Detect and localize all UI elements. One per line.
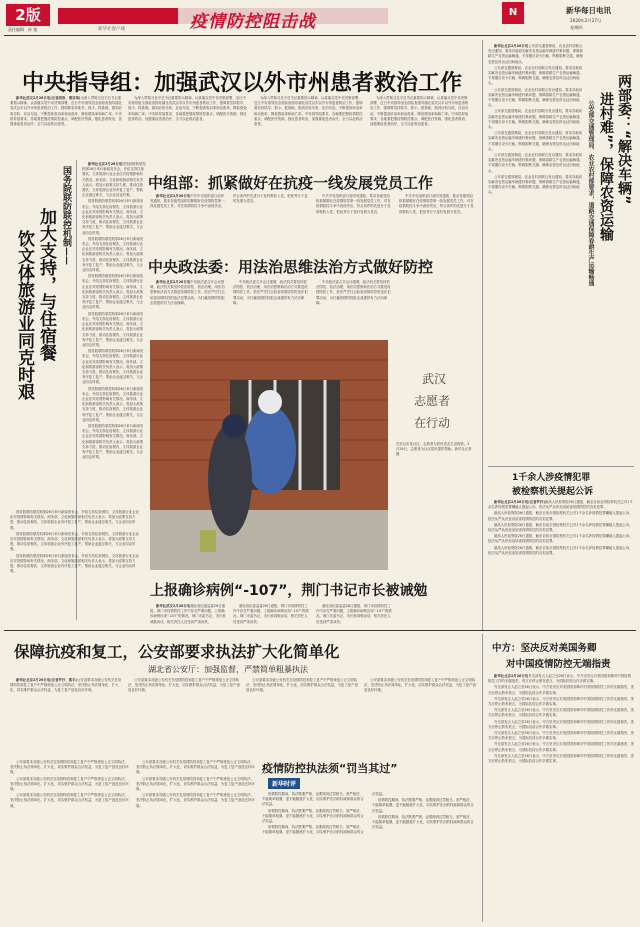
caption-title-line2: 志愿者 — [414, 394, 451, 408]
foreign-divider — [482, 634, 483, 922]
main-body-col2: 为深入贯彻习近平总书记重要指示精神，认真落实党中央决策部署，近日中央指导组全面检查指导湖北省武汉市以外市州患者救治工作，强调要坚持抓早、抓小、抓基础，做到应收尽收、应治尽治，不断提高收治率和治愈率，降低感染率和病亡率。中央指导组要求，各地要把握疫情防控重点，调配医疗资源，强化患者救治，加强重症患者治疗，全力以赴救治患者。 — [128, 96, 247, 121]
photo-caption — [392, 340, 476, 570]
left-title-line1: 加大支持，与住宿餐 — [36, 208, 56, 361]
main-dateline: 新华社武汉2月26日电(记者胡浩、傅双琪) — [16, 96, 81, 100]
banner-title: 疫情防控阻击战 — [190, 12, 316, 32]
caption-body: 在武汉市某社区，志愿者为居民送去生活物资。2月26日，志愿者为社区居民提供帮助。新华社记者摄 — [396, 442, 472, 457]
commentary-headline: 疫情防控执法须“罚当其过” — [262, 762, 398, 775]
right-title-line2: 进村难”，保障农资运输 — [598, 92, 614, 242]
paper-logo: N — [502, 2, 524, 24]
commentary-body: 疫情防控期间，执法既要严格，也要做到过罚相当、宽严相济，不能简单粗暴，更不能随意扩大化，切实维护法治的权威和群众的合法权益。 疫情防控期间，执法既要严格，也要做到过罚相当、宽严相济，不能简单粗暴，更不能随意扩大化，切实维护法治的权威和群众的合法权益。 疫情防控期间，执法既要严格，也要做到过罚相当、宽严相济，不能简单粗暴，更不能随意扩大化，切实维护法治的权威和群众的合法权益。 疫情防控期间，执法既要严格，也要做到过罚相当、宽严相济，不能简单粗暴，更不能随意扩大化，切实维护法治的权威和群众的合法权益。 疫情防控期间，执法既要严格，也要做到过罚相当、宽严相济，不能简单粗暴，更不能随意扩大化，切实维护法治的权威和群众的合法权益。 — [262, 792, 474, 835]
main-body — [10, 96, 122, 154]
issue-date: 2020年2月27日 — [570, 18, 602, 23]
main-headline: 中央指导组：加强武汉以外市州患者救治工作 — [22, 71, 463, 96]
editor-label: 责任编辑 — [8, 27, 24, 32]
right-body-a: 新华社北京2月26日电公安部交通管理局、农业农村部联合发出通知，要求各地切实解决农资运输车辆进村难问题，保障春耕生产农资运输畅通，不得擅自设卡拦截、断路阻断交通，确保农资及时运达田间地头。 公安部交通管理局、农业农村部联合发出通知，要求各地切实解决农资运输车辆进村难问题，保障春耕生产农资运输畅通，不得擅自设卡拦截、断路阻断交通，确保农资及时运达田间地头。 公安部交通管理局、农业农村部联合发出通知，要求各地切实解决农资运输车辆进村难问题，保障春耕生产农资运输畅通，不得擅自设卡拦截、断路阻断交通，确保农资及时运达田间地头。 公安部交通管理局、农业农村部联合发出通知，要求各地切实解决农资运输车辆进村难问题，保障春耕生产农资运输畅通，不得擅自设卡拦截、断路阻断交通，确保农资及时运达田间地头。 公安部交通管理局、农业农村部联合发出通知，要求各地切实解决农资运输车辆进村难问题，保障春耕生产农资运输畅通，不得擅自设卡拦截、断路阻断交通，确保农资及时运达田间地头。 公安部交通管理局、农业农村部联合发出通知，要求各地切实解决农资运输车辆进村难问题，保障春耕生产农资运输畅通，不得擅自设卡拦截、断路阻断交通，确保农资及时运达田间地头。 公安部交通管理局、农业农村部联合发出通知，要求各地切实解决农资运输车辆进村难问题，保障春耕生产农资运输畅通，不得擅自设卡拦截、断路阻断交通，确保农资及时运达田间地头。 — [488, 44, 583, 195]
right-title-line1: 两部委：“解决车辆” — [616, 74, 632, 205]
foreign-title-line1: 中方：坚决反对美国务卿 — [492, 643, 597, 654]
foreign-title-line2: 对中国疫情防控无端指责 — [506, 659, 611, 670]
crime-rule — [488, 466, 634, 467]
zhongzubu-headline: 中组部：抓紧做好在抗疫一线发展党员工作 — [148, 174, 434, 192]
masthead — [0, 0, 640, 34]
masthead-rule — [4, 35, 636, 36]
bottom-rule — [4, 630, 636, 631]
banner-background — [58, 8, 178, 24]
left-body-b: 国务院联防联控机制26日举行新闻发布会，介绍支持住宿餐饮、文体旅游行业企业应对疫情影响有关情况。商务部、文化和旅游部相关负责人表示，将加大政策支持力度，推动住宿餐饮、文体旅游企业有序复工复产，帮助企业渡过难关，与企业同克时艰。 国务院联防联控机制26日举行新闻发布会，介绍支持住宿餐饮、文体旅游行业企业应对疫情影响有关情况。商务部、文化和旅游部相关负责人表示，将加大政策支持力度，推动住宿餐饮、文体旅游企业有序复工复产，帮助企业渡过难关，与企业同克时艰。 国务院联防联控机制26日举行新闻发布会，介绍支持住宿餐饮、文体旅游行业企业应对疫情影响有关情况。商务部、文化和旅游部相关负责人表示，将加大政策支持力度，推动住宿餐饮、文体旅游企业有序复工复产，帮助企业渡过难关，与企业同克时艰。 — [10, 510, 139, 574]
bottom-body: 新华社北京2月26日电(记者罗沙、熊丰)公安部要求各级公安机关在疫情防控和复工复产中严格规范公正文明执法，坚决防止执法简单化、扩大化，切实维护群众合法权益，为复工复产创造良好环境。 公安部要求各级公安机关在疫情防控和复工复产中严格规范公正文明执法，坚决防止执法简单化、扩大化，切实维护群众合法权益，为复工复产创造良好环境。 公安部要求各级公安机关在疫情防控和复工复产中严格规范公正文明执法，坚决防止执法简单化、扩大化，切实维护群众合法权益，为复工复产创造良好环境。 公安部要求各级公安机关在疫情防控和复工复产中严格规范公正文明执法，坚决防止执法简单化、扩大化，切实维护群众合法权益，为复工复产创造良好环境。 — [10, 678, 476, 693]
left-title-line2: 饮文体旅游业同克时艰 — [14, 230, 34, 400]
editor-name: 孙 俊 — [28, 27, 38, 32]
caption-title-line3: 在行动 — [414, 416, 451, 430]
commentary-badge: 新华时评 — [268, 778, 300, 789]
issue-weekday: 星期四 — [570, 25, 583, 30]
crime-body: 新华社北京2月26日电(记者罗沙)最高人民检察院26日通报，截至目前全国检察机关已对1千余名涉疫情犯罪嫌疑人提起公诉，依法从严从快惩治妨害疫情防控的各类犯罪。 最高人民检察院26日通报，截至目前全国检察机关已对1千余名涉疫情犯罪嫌疑人提起公诉，依法从严从快惩治妨害疫情防控的各类犯罪。 最高人民检察院26日通报，截至目前全国检察机关已对1千余名涉疫情犯罪嫌疑人提起公诉，依法从严从快惩治妨害疫情防控的各类犯罪。 最高人民检察院26日通报，截至目前全国检察机关已对1千余名涉疫情犯罪嫌疑人提起公诉，依法从严从快惩治妨害疫情防控的各类犯罪。 最高人民检察院26日通报，截至目前全国检察机关已对1千余名涉疫情犯罪嫌疑人提起公诉，依法从严从快惩治妨害疫情防控的各类犯罪。 — [488, 500, 633, 555]
paper-name: 新华每日电讯 — [566, 6, 611, 15]
jingmen-body: 新华社武汉2月26日电湖北省纪委监委26日通报，荆门市疫情防控工作中存在严重问题，上报确诊病例出现“-107”的情况。荆门市委书记、市长被诫勉谈话，相关责任人员受到严肃问责。 湖北省纪委监委26日通报，荆门市疫情防控工作中存在严重问题，上报确诊病例出现“-107”的情况。荆门市委书记、市长被诫勉谈话，相关责任人员受到严肃问责。 湖北省纪委监委26日通报，荆门市疫情防控工作中存在严重问题，上报确诊病例出现“-107”的情况。荆门市委书记、市长被诫勉谈话，相关责任人员受到严肃问责。 — [150, 604, 392, 624]
left-body-a: 新华社北京2月26日电国务院联防联控机制26日举行新闻发布会，介绍支持住宿餐饮、文体旅游行业企业应对疫情影响有关情况。商务部、文化和旅游部相关负责人表示，将加大政策支持力度，推动住宿餐饮、文体旅游企业有序复工复产，帮助企业渡过难关，与企业同克时艰。 国务院联防联控机制26日举行新闻发布会，介绍支持住宿餐饮、文体旅游行业企业应对疫情影响有关情况。商务部、文化和旅游部相关负责人表示，将加大政策支持力度，推动住宿餐饮、文体旅游企业有序复工复产，帮助企业渡过难关，与企业同克时艰。 国务院联防联控机制26日举行新闻发布会，介绍支持住宿餐饮、文体旅游行业企业应对疫情影响有关情况。商务部、文化和旅游部相关负责人表示，将加大政策支持力度，推动住宿餐饮、文体旅游企业有序复工复产，帮助企业渡过难关，与企业同克时艰。 国务院联防联控机制26日举行新闻发布会，介绍支持住宿餐饮、文体旅游行业企业应对疫情影响有关情况。商务部、文化和旅游部相关负责人表示，将加大政策支持力度，推动住宿餐饮、文体旅游企业有序复工复产，帮助企业渡过难关，与企业同克时艰。 国务院联防联控机制26日举行新闻发布会，介绍支持住宿餐饮、文体旅游行业企业应对疫情影响有关情况。商务部、文化和旅游部相关负责人表示，将加大政策支持力度，推动住宿餐饮、文体旅游企业有序复工复产，帮助企业渡过难关，与企业同克时艰。 国务院联防联控机制26日举行新闻发布会，介绍支持住宿餐饮、文体旅游行业企业应对疫情影响有关情况。商务部、文化和旅游部相关负责人表示，将加大政策支持力度，推动住宿餐饮、文体旅游企业有序复工复产，帮助企业渡过难关，与企业同克时艰。 国务院联防联控机制26日举行新闻发布会，介绍支持住宿餐饮、文体旅游行业企业应对疫情影响有关情况。商务部、文化和旅游部相关负责人表示，将加大政策支持力度，推动住宿餐饮、文体旅游企业有序复工复产，帮助企业渡过难关，与企业同克时艰。 国务院联防联控机制26日举行新闻发布会，介绍支持住宿餐饮、文体旅游行业企业应对疫情影响有关情况。商务部、文化和旅游部相关负责人表示，将加大政策支持力度，推动住宿餐饮、文体旅游企业有序复工复产，帮助企业渡过难关，与企业同克时艰。 — [82, 162, 146, 460]
main-text: 为深入贯彻习近平总书记重要指示精神，认真落实党中央决策部署，近日中央指导组全面检查指导湖北省武汉市以外市州患者救治工作，强调要坚持抓早、抓小、抓基础，做到应收尽收、应治尽治，不断提高收治率和治愈率，降低感染率和病亡率。中央指导组要求，各地要把握疫情防控重点，调配医疗资源，强化患者救治，加强重症患者治疗，全力以赴救治患者。 — [10, 96, 122, 127]
app-note: 新华社客户端 — [98, 27, 125, 32]
zhengfawei-headline: 中央政法委：用法治思维法治方式做好防控 — [148, 258, 434, 276]
foreign-body: 新华社北京2月26日电外交部发言人赵立坚26日表示，中方坚决反对美国国务卿对中国疫情防控工作的无端指责，美方应停止散布谎言，为国际抗疫合作多做实事。 外交部发言人赵立坚26日表示，中方坚决反对美国国务卿对中国疫情防控工作的无端指责，美方应停止散布谎言，为国际抗疫合作多做实事。 外交部发言人赵立坚26日表示，中方坚决反对美国国务卿对中国疫情防控工作的无端指责，美方应停止散布谎言，为国际抗疫合作多做实事。 外交部发言人赵立坚26日表示，中方坚决反对美国国务卿对中国疫情防控工作的无端指责，美方应停止散布谎言，为国际抗疫合作多做实事。 外交部发言人赵立坚26日表示，中方坚决反对美国国务卿对中国疫情防控工作的无端指责，美方应停止散布谎言，为国际抗疫合作多做实事。 外交部发言人赵立坚26日表示，中方坚决反对美国国务卿对中国疫情防控工作的无端指责，美方应停止散布谎言，为国际抗疫合作多做实事。 外交部发言人赵立坚26日表示，中方坚决反对美国国务卿对中国疫情防控工作的无端指责，美方应停止散布谎言，为国际抗疫合作多做实事。 外交部发言人赵立坚26日表示，中方坚决反对美国国务卿对中国疫情防控工作的无端指责，美方应停止散布谎言，为国际抗疫合作多做实事。 — [488, 674, 634, 764]
volunteer-photo — [150, 340, 388, 570]
zhongzubu-body: 新华社北京2月26日电中共中央组织部日前印发通知，要求各级党组织抓紧做好在疫情防控第一线发展党员工作，对在疫情防控斗争中表现突出、符合条件的先进分子及时吸收入党，把优秀分子及时发展为党员。 中共中央组织部日前印发通知，要求各级党组织抓紧做好在疫情防控第一线发展党员工作，对在疫情防控斗争中表现突出、符合条件的先进分子及时吸收入党，把优秀分子及时发展为党员。 中共中央组织部日前印发通知，要求各级党组织抓紧做好在疫情防控第一线发展党员工作，对在疫情防控斗争中表现突出、符合条件的先进分子及时吸收入党，把优秀分子及时发展为党员。 — [150, 194, 474, 214]
zhengfawei-body: 新华社北京2月26日电中央政法委召开会议强调，政法机关要坚持依法防控、依法治理，用法治思维和法治方式推进疫情防控工作，依法严厉打击妨害疫情防控的违法犯罪活动，为打赢疫情防控阻击战提供有力法治保障。 中央政法委召开会议强调，政法机关要坚持依法防控、依法治理，用法治思维和法治方式推进疫情防控工作，依法严厉打击妨害疫情防控的违法犯罪活动，为打赢疫情防控阻击战提供有力法治保障。 中央政法委召开会议强调，政法机关要坚持依法防控、依法治理，用法治思维和法治方式推进疫情防控工作，依法严厉打击妨害疫情防控的违法犯罪活动，为打赢疫情防控阻击战提供有力法治保障。 — [150, 280, 391, 305]
page-label: 2版 — [6, 4, 50, 26]
bottom-body-lower: 公安部要求各级公安机关在疫情防控和复工复产中严格规范公正文明执法，坚决防止执法简单化、扩大化，切实维护群众合法权益，为复工复产创造良好环境。 公安部要求各级公安机关在疫情防控和复工复产中严格规范公正文明执法，坚决防止执法简单化、扩大化，切实维护群众合法权益，为复工复产创造良好环境。 公安部要求各级公安机关在疫情防控和复工复产中严格规范公正文明执法，坚决防止执法简单化、扩大化，切实维护群众合法权益，为复工复产创造良好环境。 公安部要求各级公安机关在疫情防控和复工复产中严格规范公正文明执法，坚决防止执法简单化、扩大化，切实维护群众合法权益，为复工复产创造良好环境。 公安部要求各级公安机关在疫情防控和复工复产中严格规范公正文明执法，坚决防止执法简单化、扩大化，切实维护群众合法权益，为复工复产创造良好环境。 公安部要求各级公安机关在疫情防控和复工复产中严格规范公正文明执法，坚决防止执法简单化、扩大化，切实维护群众合法权益，为复工复产创造良好环境。 — [10, 760, 255, 808]
bottom-subtitle: 湖北省公安厅：加强监督，严禁简单粗暴执法 — [148, 665, 308, 674]
right-divider — [482, 40, 483, 630]
main-body-col4: 为深入贯彻习近平总书记重要指示精神，认真落实党中央决策部署，近日中央指导组全面检查指导湖北省武汉市以外市州患者救治工作，强调要坚持抓早、抓小、抓基础，做到应收尽收、应治尽治，不断提高收治率和治愈率，降低感染率和病亡率。中央指导组要求，各地要把握疫情防控重点，调配医疗资源，强化患者救治，加强重症患者治疗，全力以赴救治患者。 — [370, 96, 469, 127]
bottom-headline: 保障抗疫和复工，公安部要求执法扩大化简单化 — [14, 643, 340, 661]
right-subtitle: 公安部交通管理局、农业农村部要求，道路交通保障春耕生产运输畅通 — [587, 100, 594, 286]
main-body-col3: 为深入贯彻习近平总书记重要指示精神，认真落实党中央决策部署，近日中央指导组全面检查指导湖北省武汉市以外市州患者救治工作，强调要坚持抓早、抓小、抓基础，做到应收尽收、应治尽治，不断提高收治率和治愈率，降低感染率和病亡率。中央指导组要求，各地要把握疫情防控重点，调配医疗资源，强化患者救治，加强重症患者治疗，全力以赴救治患者。 — [254, 96, 363, 127]
crime-title-line2: 被检察机关提起公诉 — [512, 487, 594, 497]
caption-title-line1: 武汉 — [422, 372, 447, 386]
photo-illustration — [150, 340, 388, 570]
left-kicker: 国务院联防联控机制—— — [61, 166, 71, 265]
crime-title-line1: 1千余人涉疫情犯罪 — [512, 473, 591, 483]
jingmen-headline: 上报确诊病例“-107”，荆门书记市长被诫勉 — [150, 583, 428, 599]
